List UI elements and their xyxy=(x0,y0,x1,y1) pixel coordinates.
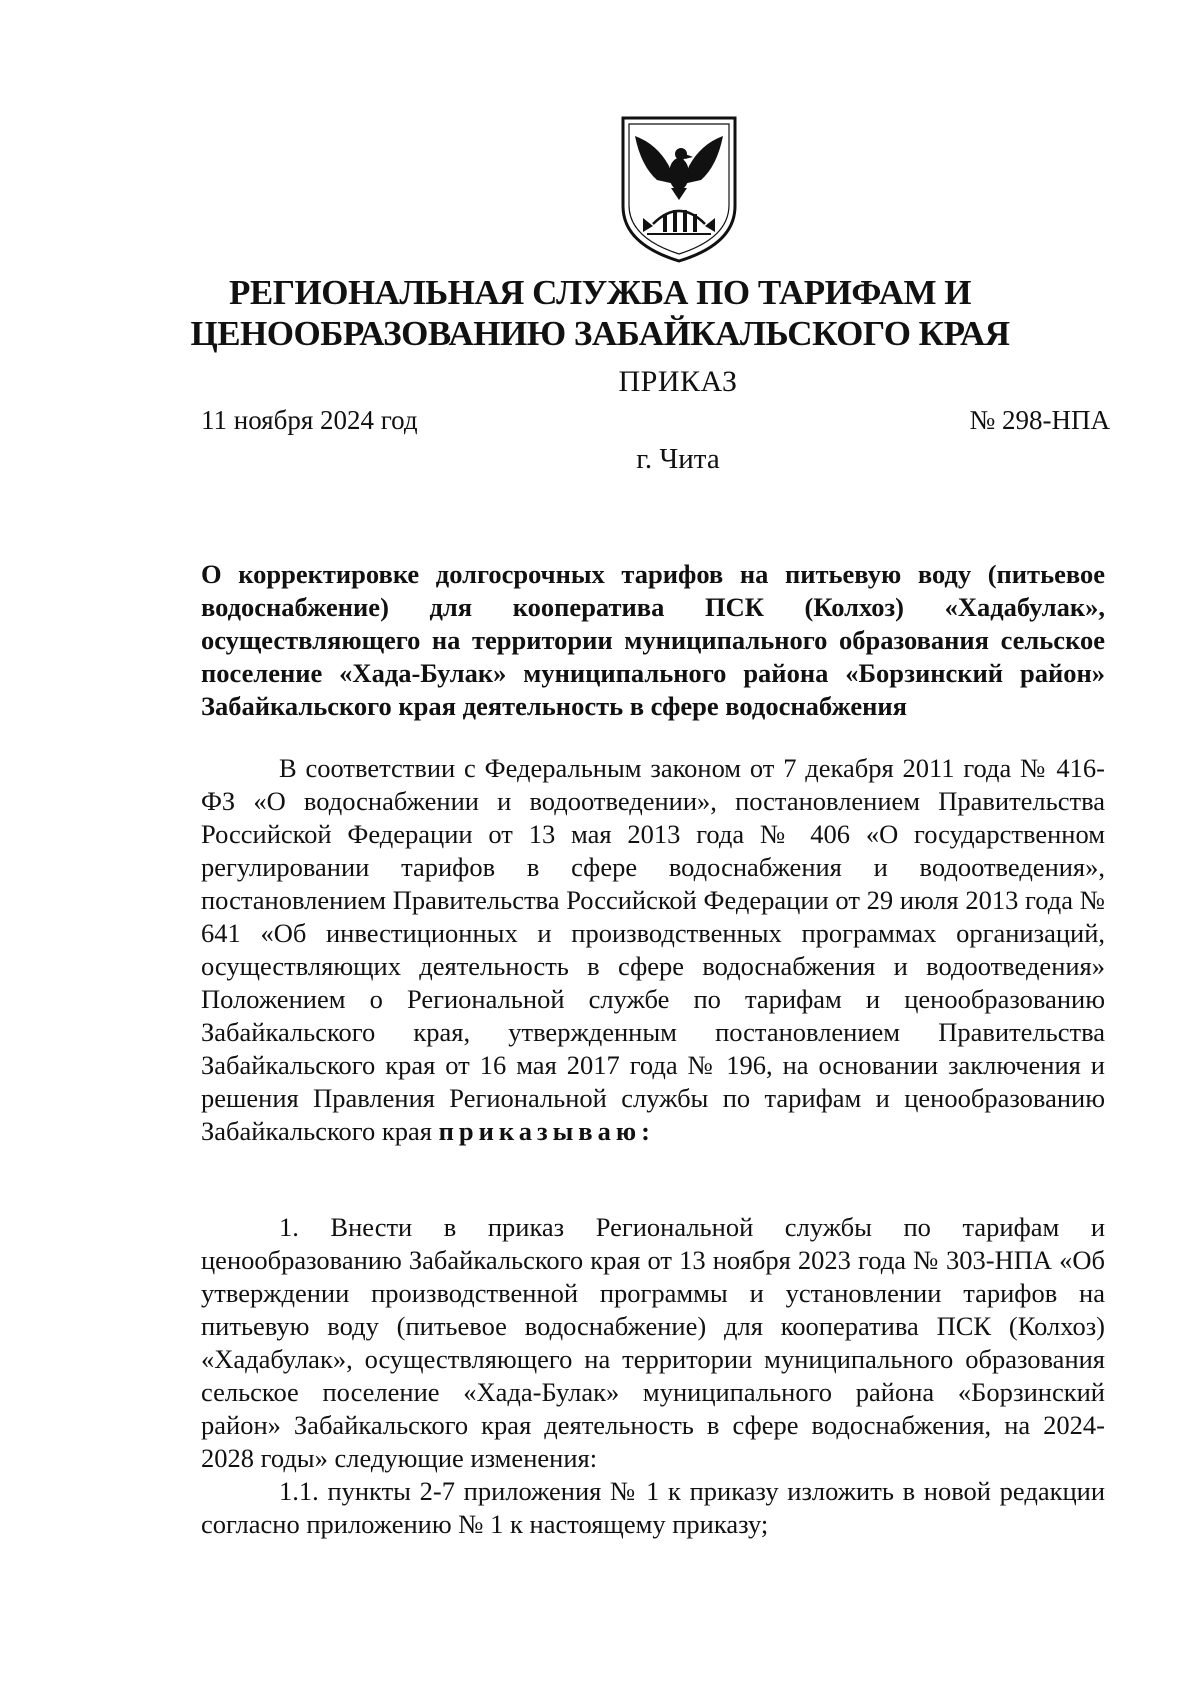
document-city: г. Чита xyxy=(636,443,720,475)
coat-of-arms-icon xyxy=(617,114,741,264)
order-items xyxy=(201,1211,1105,1541)
preamble-paragraph xyxy=(201,752,1105,1148)
order-item-1: 1. Внести в приказ Региональной службы по тарифам и ценообразованию Забайкальского края от 13 ноября 2023 года № 303-НПА «Об утверждении производственной программы и установлении тарифов на питьевую воду (питьевое водоснабжение) для кооператива ПСК (Колхоз) «Хадабулак», осуществляющего на территории муниципального образования сельское поселение «Хада-Булак» муниципального района «Борзинский район» Забайкальского края деятельность в сфере водоснабжения, на 2024-2028 годы» следующие изменения: xyxy=(201,1212,1105,1473)
document-date: 11 ноября 2024 год xyxy=(201,405,418,435)
preamble-section xyxy=(201,752,1105,1148)
organization-title: РЕГИОНАЛЬНАЯ СЛУЖБА ПО ТАРИФАМ И ЦЕНООБРАЗОВАНИЮ ЗАБАЙКАЛЬСКОГО КРАЯ xyxy=(190,273,1010,353)
preamble-text: В соответствии с Федеральным законом от 7 декабря 2011 года № 416-ФЗ «О водоснабжении и водоотведении», постановлением Правительства Российской Федерации от 13 мая 2013 года № 406 «О государственном регулировании тарифов в сфере водоснабжения и водоотведения», постановлением Правительства Российской Федерации от 29 июля 2013 года № 641 «Об инвестиционных и производственных программах организаций, осуществляющих деятельность в сфере водоснабжения и водоотведения» Положением о Региональной службе по тарифам и ценообразованию Забайкальского края, утвержденным постановлением Правительства Забайкальского края от 16 мая 2017 года № 196, на основании заключения и решения Правления Региональной службы по тарифам и ценообразованию Забайкальского края xyxy=(201,753,1105,1146)
document-subject: О корректировке долгосрочных тарифов на питьевую воду (питьевое водоснабжение) для кооператива ПСК (Колхоз) «Хадабулак», осуществляющего на территории муниципального образования сельское поселение «Хада-Булак» муниципального района «Борзинский район» Забайкальского края деятельность в сфере водоснабжения xyxy=(201,559,1105,721)
document-number: № 298-НПА xyxy=(969,405,1110,435)
order-item-1-1: 1.1. пункты 2-7 приложения № 1 к приказу изложить в новой редакции согласно приложению № 1 к настоящему приказу; xyxy=(201,1476,1105,1539)
order-word: приказываю: xyxy=(438,1116,655,1146)
document-type: ПРИКАЗ xyxy=(618,365,738,398)
